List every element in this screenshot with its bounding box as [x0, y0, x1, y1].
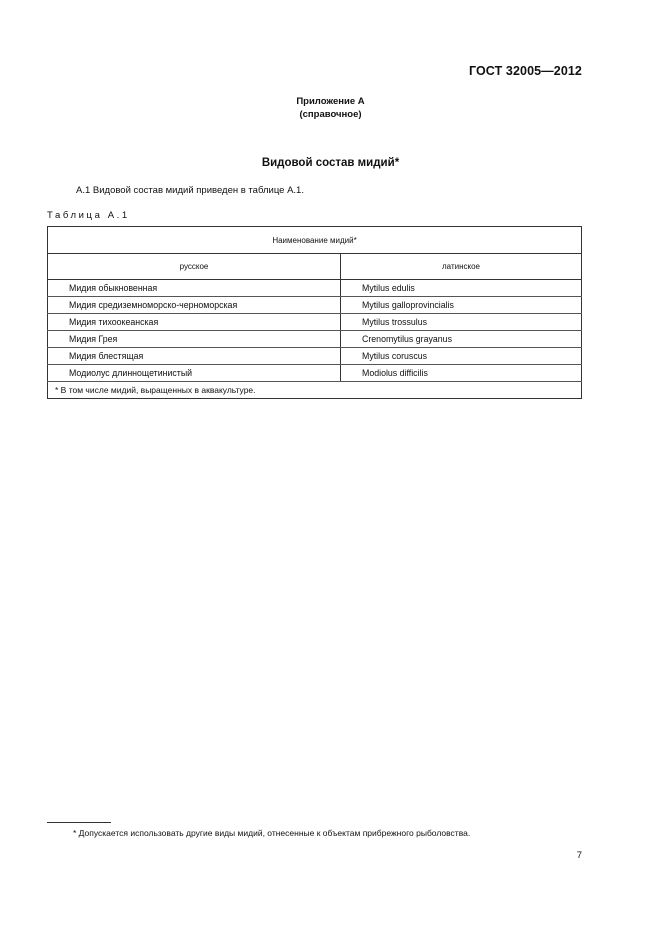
cell-russian-name: Мидия тихоокеанская [48, 314, 341, 331]
cell-russian-name: Мидия блестящая [48, 348, 341, 365]
table-row [48, 331, 582, 348]
intro-paragraph: А.1 Видовой состав мидий приведен в таблице А.1. [76, 185, 304, 196]
table-header-main: Наименование мидий* [48, 227, 582, 254]
cell-russian-name: Модиолус длиннощетинистый [48, 365, 341, 382]
document-code: ГОСТ 32005—2012 [468, 64, 582, 78]
cell-latin-name: Mytilus edulis [341, 280, 582, 297]
appendix-subtitle: (справочное) [299, 109, 362, 120]
cell-latin-name: Mytilus coruscus [341, 348, 582, 365]
cell-latin-name: Mytilus trossulus [341, 314, 582, 331]
appendix-title: Приложение А [296, 96, 365, 107]
appendix-heading [0, 95, 661, 121]
cell-russian-name: Мидия обыкновенная [48, 280, 341, 297]
species-table [47, 226, 582, 399]
cell-russian-name: Мидия Грея [48, 331, 341, 348]
cell-latin-name: Modiolus difficilis [341, 365, 582, 382]
page-number: 7 [576, 850, 582, 861]
table-row [48, 314, 582, 331]
column-header-russian: русское [48, 254, 341, 280]
table-note: * В том числе мидий, выращенных в аквакультуре. [48, 382, 582, 399]
column-header-latin: латинское [341, 254, 582, 280]
table-row [48, 365, 582, 382]
cell-russian-name: Мидия средиземноморско-черноморская [48, 297, 341, 314]
section-title: Видовой состав мидий* [261, 157, 400, 169]
footnote: * Допускается использовать другие виды мидий, отнесенные к объектам прибрежного рыболовства. [73, 828, 471, 838]
table-caption: Таблица А.1 [47, 210, 130, 221]
table-row [48, 297, 582, 314]
cell-latin-name: Crenomytilus grayanus [341, 331, 582, 348]
cell-latin-name: Mytilus galloprovincialis [341, 297, 582, 314]
table-row [48, 280, 582, 297]
table-row [48, 348, 582, 365]
footnote-divider [47, 822, 111, 823]
